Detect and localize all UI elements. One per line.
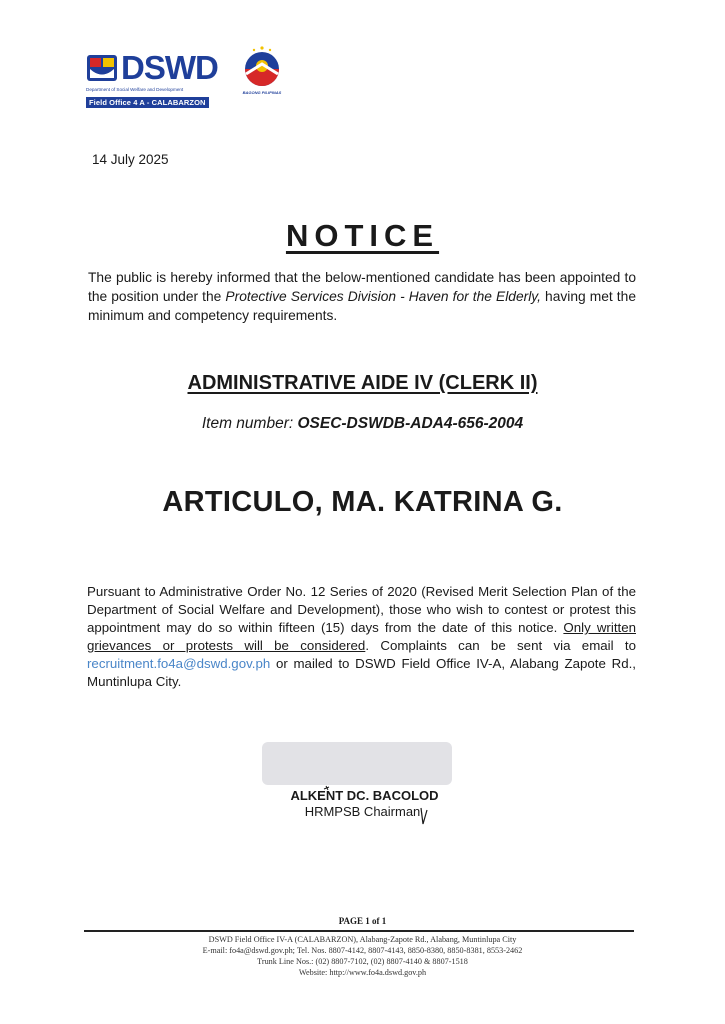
footer-website: Website: http://www.fo4a.dswd.gov.ph [298, 968, 427, 977]
field-office-badge: Field Office 4 A - CALABARZON [86, 97, 209, 108]
pursuant-underlined-text: Only written grievances or protests will be considered [87, 620, 636, 653]
signatory-title: HRMPSB Chairman [304, 804, 421, 819]
dswd-wordmark: DSWD [121, 49, 218, 86]
footer-contact [0, 934, 725, 978]
item-number-value: OSEC-DSWDB-ADA4-656-2004 [297, 415, 524, 432]
dswd-logo-subtext: Department of Social Welfare and Development [86, 87, 184, 92]
intro-division-name: Protective Services Division - Haven for the Elderly, [225, 289, 542, 304]
dswd-logo [86, 51, 226, 110]
footer-trunk-lines: Trunk Line Nos.: (02) 8807-7102, (02) 8807-4140 & 8807-1518 [257, 957, 468, 966]
notice-date: 14 July 2025 [92, 152, 169, 167]
footer-email-phone: E-mail: fo4a@dswd.gov.ph; Tel. Nos. 8807-4142, 8807-4143, 8850-8380, 8850-8381, 8553-2462 [202, 946, 523, 955]
recruitment-email-link[interactable]: recruitment.fo4a@dswd.gov.ph [87, 656, 271, 671]
page-number: PAGE 1 of 1 [338, 916, 387, 926]
position-title: ADMINISTRATIVE AIDE IV (CLERK II) [187, 372, 538, 394]
intro-text-2: having met the minimum and competency requirements. [88, 289, 636, 323]
intro-paragraph [88, 268, 636, 325]
item-number-label: Item number: [201, 415, 298, 432]
bagong-pilipinas-emblem-icon [234, 44, 290, 90]
pursuant-paragraph [87, 583, 636, 691]
notice-title: NOTICE [285, 218, 440, 253]
candidate-name: ARTICULO, MA. KATRINA G. [162, 486, 563, 518]
signatory-name: ALKENT DC. BACOLOD [290, 788, 439, 803]
dswd-emblem-icon [86, 52, 118, 84]
bagong-pilipinas-logo [234, 44, 290, 102]
bagong-pilipinas-label: BAGONG PILIPINAS [242, 90, 282, 95]
footer-address: DSWD Field Office IV-A (CALABARZON), Alabang-Zapote Rd., Alabang, Muntinlupa City [208, 935, 517, 944]
pursuant-text-2: . Complaints can be sent via email to [365, 638, 636, 653]
pursuant-text-1: Pursuant to Administrative Order No. 12 Series of 2020 (Revised Merit Selection Plan of the Department of Social Welfare and Development), those who wish to contest or protest this appointment may do so within fifteen (15) days from the date of this notice. [87, 584, 636, 635]
pursuant-text-3: or mailed to DSWD Field Office IV-A, Alabang Zapote Rd., Muntinlupa City. [87, 656, 636, 689]
intro-text-1: The public is hereby informed that the below-mentioned candidate has been appointed to the position under the [88, 270, 636, 304]
item-number-line [0, 415, 725, 433]
redacted-signature [262, 742, 452, 785]
footer-divider [84, 930, 634, 932]
